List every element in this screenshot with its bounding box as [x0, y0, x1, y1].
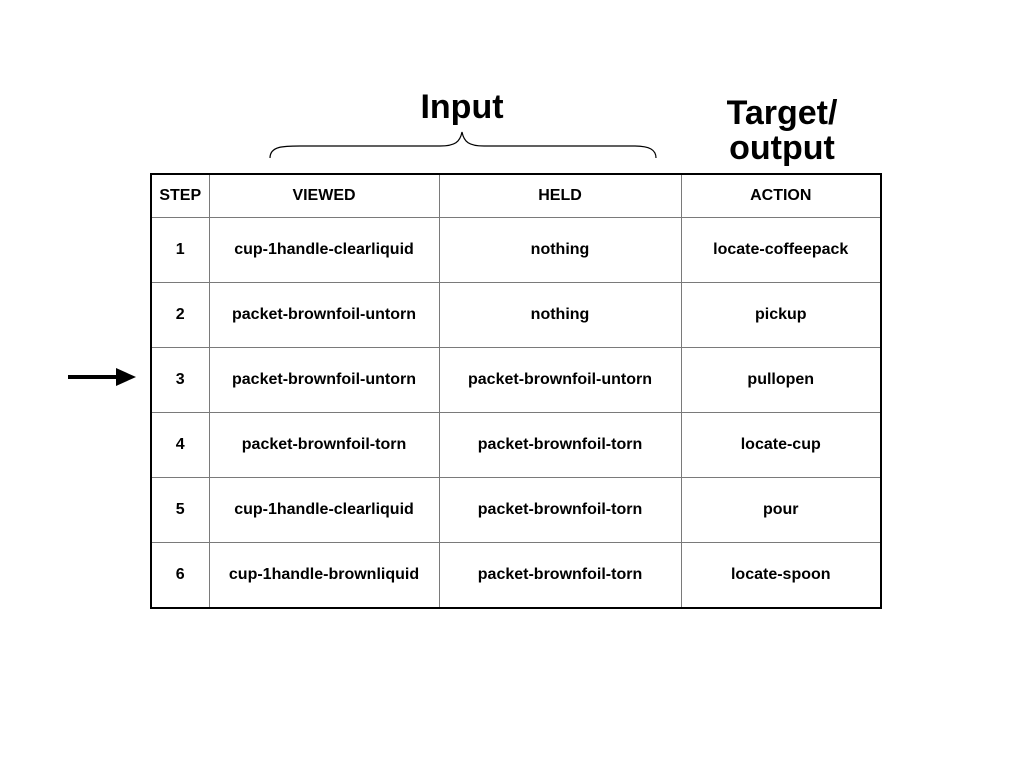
header-viewed: VIEWED [209, 174, 439, 218]
arrow-right-icon [68, 366, 138, 388]
cell-step: 6 [151, 543, 209, 609]
cell-held: packet-brownfoil-torn [439, 413, 681, 478]
target-label-line-2: output [729, 129, 835, 167]
cell-action: pullopen [681, 348, 881, 413]
curly-brace-icon [260, 128, 660, 162]
target-label-line-1: Target/ [726, 94, 838, 132]
cell-action: locate-cup [681, 413, 881, 478]
header-held: HELD [439, 174, 681, 218]
cell-viewed: packet-brownfoil-untorn [209, 348, 439, 413]
header-step: STEP [151, 174, 209, 218]
cell-viewed: cup-1handle-brownliquid [209, 543, 439, 609]
table-row [151, 543, 881, 609]
table-row [151, 478, 881, 543]
cell-held: packet-brownfoil-untorn [439, 348, 681, 413]
table-header-row [151, 174, 881, 218]
cell-viewed: packet-brownfoil-torn [209, 413, 439, 478]
header-action: ACTION [681, 174, 881, 218]
input-label: Input [420, 88, 504, 126]
cell-action: locate-spoon [681, 543, 881, 609]
cell-held: nothing [439, 283, 681, 348]
table-row [151, 218, 881, 283]
cell-step: 4 [151, 413, 209, 478]
cell-viewed: packet-brownfoil-untorn [209, 283, 439, 348]
cell-step: 5 [151, 478, 209, 543]
table-row [151, 413, 881, 478]
cell-step: 3 [151, 348, 209, 413]
table-row-highlighted [151, 348, 881, 413]
cell-held: packet-brownfoil-torn [439, 478, 681, 543]
cell-action: pour [681, 478, 881, 543]
cell-action: pickup [681, 283, 881, 348]
cell-action: locate-coffeepack [681, 218, 881, 283]
cell-held: nothing [439, 218, 681, 283]
cell-held: packet-brownfoil-torn [439, 543, 681, 609]
target-output-label [727, 96, 838, 166]
cell-step: 1 [151, 218, 209, 283]
cell-viewed: cup-1handle-clearliquid [209, 218, 439, 283]
cell-viewed: cup-1handle-clearliquid [209, 478, 439, 543]
cell-step: 2 [151, 283, 209, 348]
table-row [151, 283, 881, 348]
steps-table [150, 173, 882, 609]
